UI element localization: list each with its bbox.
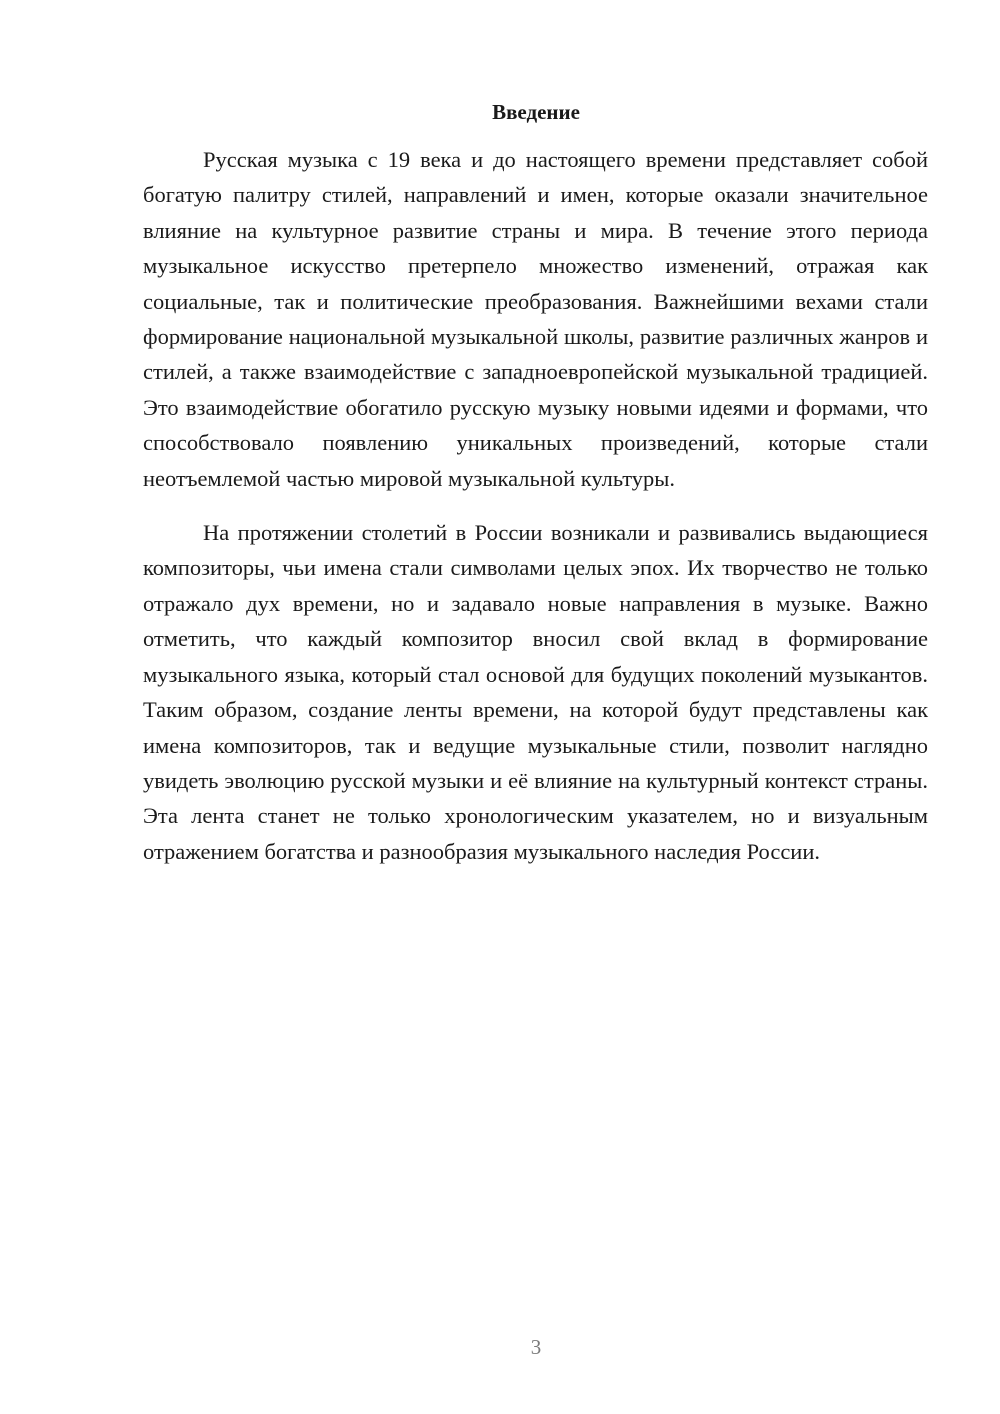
paragraph-2: На протяжении столетий в России возникали и развивались выдающиеся композиторы, чьи имена стали символами целых эпох. Их творчество не только отражало дух времени, но и задавало новые направления в музыке. Важно отметить, что каждый композитор вносил свой вклад в формирование музыкального языка, который стал основой для будущих поколений музыкантов. Таким образом, создание ленты времени, на которой будут представлены как имена композиторов, так и ведущие музыкальные стили, позволит наглядно увидеть эволюцию русской музыки и её влияние на культурный контекст страны. Эта лента станет не только хронологическим указателем, но и визуальным отражением богатства и разнообразия музыкального наследия России. <box>143 520 928 864</box>
paragraph-1: Русская музыка с 19 века и до настоящего времени представляет собой богатую палитру стилей, направлений и имен, которые оказали значительное влияние на культурное развитие страны и мира. В течение этого периода музыкальное искусство претерпело множество изменений, отражая как социальные, так и политические преобразования. Важнейшими вехами стали формирование национальной музыкальной школы, развитие различных жанров и стилей, а также взаимодействие с западноевропейской музыкальной традицией. Это взаимодействие обогатило русскую музыку новыми идеями и формами, что способствовало появлению уникальных произведений, которые стали неотъемлемой частью мировой музыкальной культуры. <box>143 147 928 491</box>
document-body <box>143 142 928 869</box>
section-title: Введение <box>492 100 580 124</box>
page-number: 3 <box>530 1335 542 1359</box>
